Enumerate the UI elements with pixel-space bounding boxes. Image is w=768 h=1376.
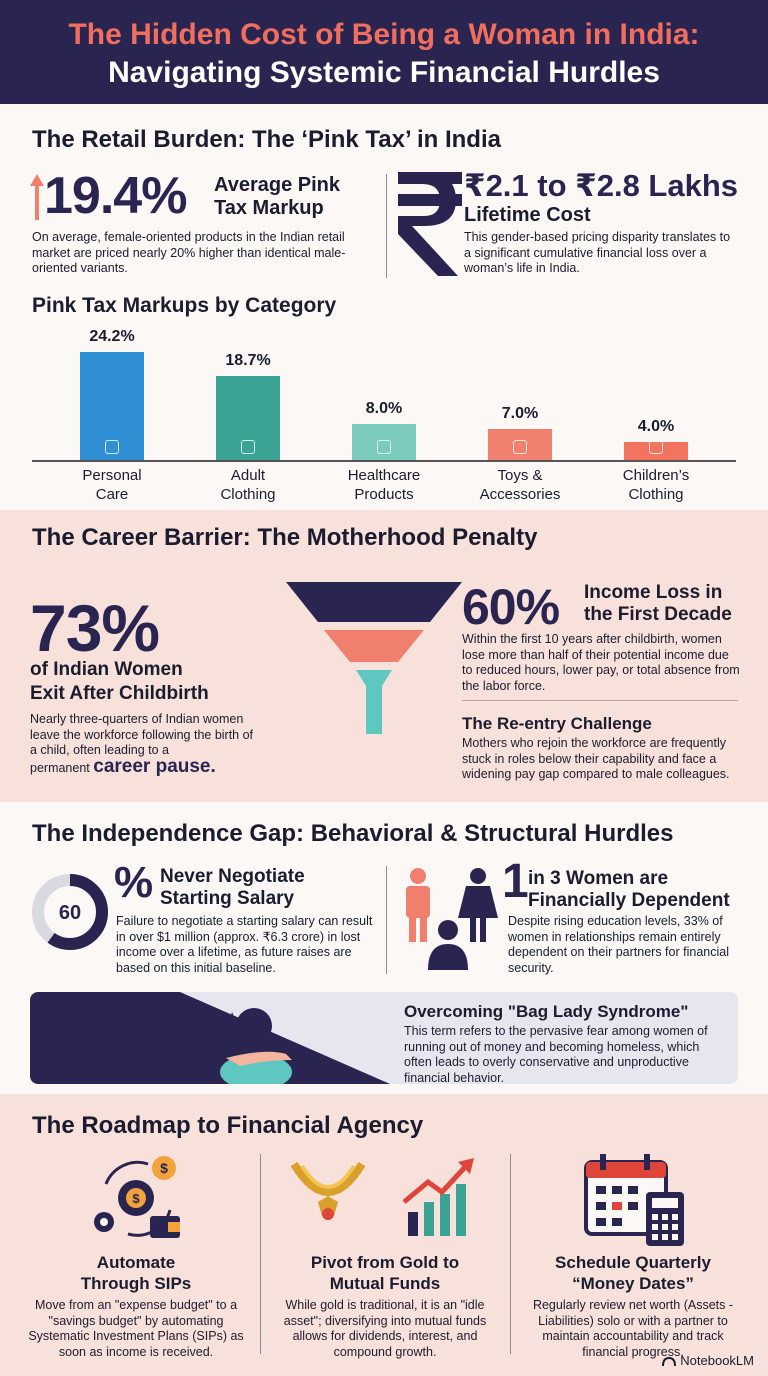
bar-2 xyxy=(352,424,416,460)
income-label: Income Loss in the First Decade xyxy=(584,582,732,625)
gears-dollar-icon xyxy=(88,1154,188,1248)
chart-title: Pink Tax Markups by Category xyxy=(32,294,337,317)
lifetime-label: Lifetime Cost xyxy=(464,204,591,226)
chart-baseline xyxy=(32,460,736,462)
pink-tax-chart xyxy=(32,324,736,506)
independence-section xyxy=(0,802,768,1094)
bar-3 xyxy=(488,429,552,460)
divider xyxy=(260,1154,261,1354)
negotiate-label: Never Negotiate Starting Salary xyxy=(160,866,305,909)
dress-icon xyxy=(241,440,255,454)
brand-badge: NotebookLM xyxy=(662,1353,754,1368)
retail-title: The Retail Burden: The ‘Pink Tax’ in India xyxy=(32,126,501,153)
rupee-icon xyxy=(398,168,462,278)
roadmap-section xyxy=(0,1094,768,1376)
bar-1 xyxy=(216,376,280,460)
divider xyxy=(462,700,738,701)
reentry-title: The Re-entry Challenge xyxy=(462,714,652,733)
exit-desc: Nearly three-quarters of Indian women leave the workforce following the birth of a child, often leading to a permanent career pause. xyxy=(30,712,254,777)
calendar-calculator-icon xyxy=(584,1152,688,1248)
roadmap-item-gold: Pivot from Gold to Mutual Funds While gold is traditional, it is an "idle asset"; diversifying into mutual funds allows for dividends, interest, and compound growth. xyxy=(283,1253,487,1359)
divider xyxy=(386,866,387,974)
bar-label-1: Adult Clothing xyxy=(220,467,276,503)
dependent-label: in 3 Women are Financially Dependent xyxy=(528,868,730,911)
bar-label-4: Children’s Clothing xyxy=(622,467,690,503)
negotiate-value: 60 xyxy=(58,902,82,924)
title-line-1: The Hidden Cost of Being a Woman in India: xyxy=(68,18,700,51)
necklace-growth-chart-icon xyxy=(288,1154,478,1248)
reentry-desc: Mothers who rejoin the workforce are frequently stuck in roles below their capability and face a widening pay gap compared to male colleagues. xyxy=(462,736,730,781)
bar-label-3: Toys & Accessories xyxy=(479,467,561,503)
independence-title: The Independence Gap: Behavioral & Structural Hurdles xyxy=(32,820,674,847)
divider xyxy=(386,174,387,278)
teddy-bear-icon xyxy=(513,440,527,454)
career-title: The Career Barrier: The Motherhood Penalty xyxy=(32,524,538,551)
funnel-icon xyxy=(286,582,462,736)
markup-label: Average Pink Tax Markup xyxy=(214,174,340,219)
lifetime-stat: ₹2.1 to ₹2.8 Lakhs xyxy=(464,168,739,203)
razor-icon xyxy=(105,440,119,454)
bar-label-2: Healthcare Products xyxy=(347,467,421,503)
bar-value-2: 8.0% xyxy=(365,400,403,418)
page-header xyxy=(0,0,768,104)
negotiate-desc: Failure to negotiate a starting salary can result in over $1 million (approx. ₹6.3 crore) in lost income over a lifetime, as future raises are based on this initial baseline. xyxy=(116,914,373,975)
svg-text:$: $ xyxy=(160,1160,168,1176)
bar-value-1: 18.7% xyxy=(225,352,271,370)
bar-value-0: 24.2% xyxy=(89,327,135,345)
svg-text:$: $ xyxy=(132,1191,140,1206)
divider xyxy=(510,1154,511,1354)
dependent-num: 1 xyxy=(502,855,529,908)
bar-value-4: 4.0% xyxy=(637,418,675,436)
baglady-banner xyxy=(30,992,738,1084)
roadmap-title: The Roadmap to Financial Agency xyxy=(32,1112,424,1139)
retail-section xyxy=(0,104,768,510)
bar-0 xyxy=(80,352,144,460)
medical-icon xyxy=(377,440,391,454)
notebooklm-logo-icon xyxy=(662,1355,676,1367)
lifetime-desc: This gender-based pricing disparity translates to a significant cumulative financial loss over a woman’s life in India. xyxy=(464,230,731,275)
exit-stat: 73% xyxy=(30,591,160,665)
woman-illustration xyxy=(30,992,390,1084)
bar-value-3: 7.0% xyxy=(501,404,539,422)
roadmap-item-sips: Automate Through SIPs Move from an "expense budget" to a "savings budget" by automating Systematic Investment Plans (SIPs) as soon as income is received. xyxy=(28,1253,244,1359)
baglady-title: Overcoming "Bag Lady Syndrome" xyxy=(404,1002,689,1021)
income-desc: Within the first 10 years after childbirth, women lose more than half of their potential income due to reduced hours, lower pay, or total absence from the labor force. xyxy=(462,632,740,693)
tshirt-icon xyxy=(649,440,663,454)
dependent-desc: Despite rising education levels, 33% of women in relationships remain entirely dependent on their partners for financial security. xyxy=(508,914,729,975)
negotiate-pct: % xyxy=(114,858,154,907)
negotiate-donut xyxy=(30,872,110,952)
exit-label: of Indian Women Exit After Childbirth xyxy=(30,659,209,704)
income-stat: 60% xyxy=(462,579,560,635)
baglady-desc: This term refers to the pervasive fear among women of running out of money and becoming homeless, which often leads to overly conservative and unproductive financial behavior. xyxy=(404,1024,708,1084)
bar-label-0: Personal Care xyxy=(82,467,142,503)
title-line-2: Navigating Systemic Financial Hurdles xyxy=(108,56,660,89)
arrow-up-icon xyxy=(30,174,44,220)
bar-4 xyxy=(624,442,688,460)
career-section xyxy=(0,510,768,802)
roadmap-item-money-dates: Schedule Quarterly “Money Dates” Regularly review net worth (Assets - Liabilities) solo or with a partner to maintain accountability and track financial progress. xyxy=(532,1253,734,1359)
people-icon xyxy=(400,864,504,972)
markup-desc: On average, female-oriented products in the Indian retail market are priced nearly 20% higher than identical male-oriented variants. xyxy=(32,230,346,275)
markup-stat: 19.4% xyxy=(44,167,187,225)
